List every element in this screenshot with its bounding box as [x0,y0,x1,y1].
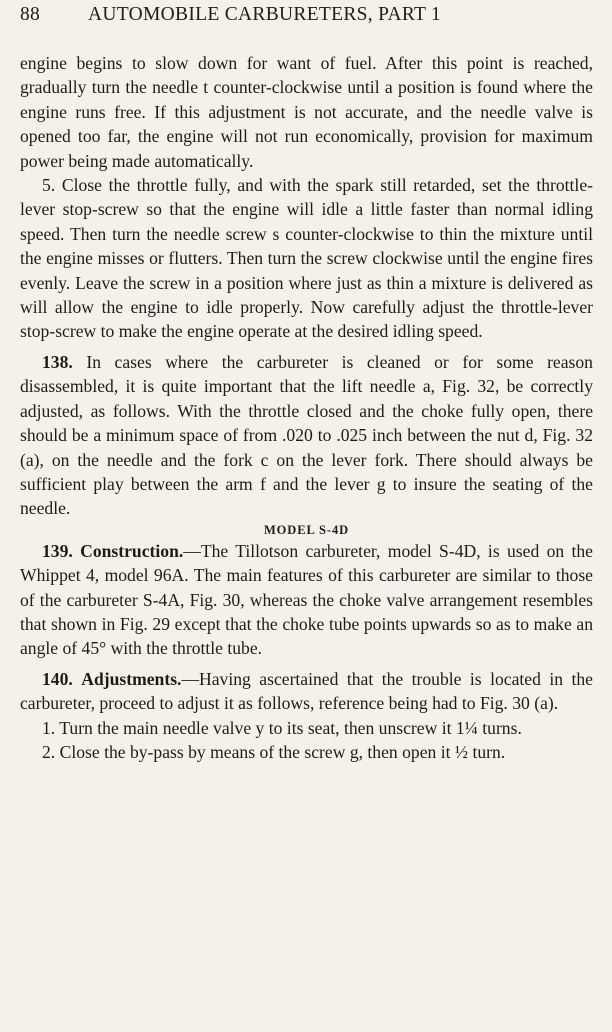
page-header [20,4,592,34]
paragraph-text: In cases where the carbureter is cleaned or for some reason disassembled, it is quite important that the lift needle a, Fig. 32, be correctly adjusted, as follows. With the throttle closed and the choke fully open, there should be a minimum space of from .020 to .025 inch between the nut d, Fig. 32 (a), on the needle and the fork c on the lever fork. There should always be sufficient play between the arm f and the lever g to insure the seating of the needle. [20,351,593,519]
section-subheading: MODEL S-4D [263,522,350,537]
paragraph-continued: engine begins to slow down for want of fuel. After this point is reached, gradually turn the needle t counter-clockwise until a position is found where the engine runs free. If this adjustment is not accurate, and the needle valve is opened too far, the engine will not run economically, provision for maximum power being made automatically. [20,53,593,171]
running-title: AUTOMOBILE CARBURETERS, PART 1 [88,4,442,25]
paragraph-step-1: 1. Turn the main needle valve y to its seat, then unscrew it 1¼ turns. [42,717,522,738]
paragraph-140 [20,667,593,716]
page-body [20,51,593,764]
page-number: 88 [20,4,41,25]
paragraph-step-5: 5. Close the throttle fully, and with the spark still retarded, set the throttle-lever stop-screw so that the engine will idle a little faster than normal idling speed. Then turn the needle screw s counter-clockwise to thin the mixture until the engine misses or flutters. Then turn the screw clockwise until the engine fires evenly. Leave the screw in a position where just as thin a mixture is delivered as will allow the engine to idle properly. Now carefully adjust the throttle-lever stop-screw to make the engine operate at the desired idling speed. [20,175,593,342]
section-number: 139. [42,540,73,561]
section-number: 140. [42,668,73,689]
paragraph-step-2: 2. Close the by-pass by means of the screw g, then open it ½ turn. [42,741,506,762]
paragraph-text: —Having ascertained that the trouble is located in the carbureter, proceed to adjust it as follows, reference being had to Fig. 30 (a). [20,668,593,714]
section-title: Construction. [80,540,184,561]
paragraph-139 [20,539,593,661]
section-title: Adjustments. [81,668,182,689]
paragraph-138 [20,350,593,521]
paragraph-text: —The Tillotson carbureter, model S-4D, is used on the Whippet 4, model 96A. The main features of this carbureter are similar to those of the carbureter S-4A, Fig. 30, whereas the choke valve arrangement resembles that shown in Fig. 29 except that the choke tube points upwards so as to make an angle of 45° with the throttle tube. [20,540,593,659]
section-number: 138. [42,351,73,372]
